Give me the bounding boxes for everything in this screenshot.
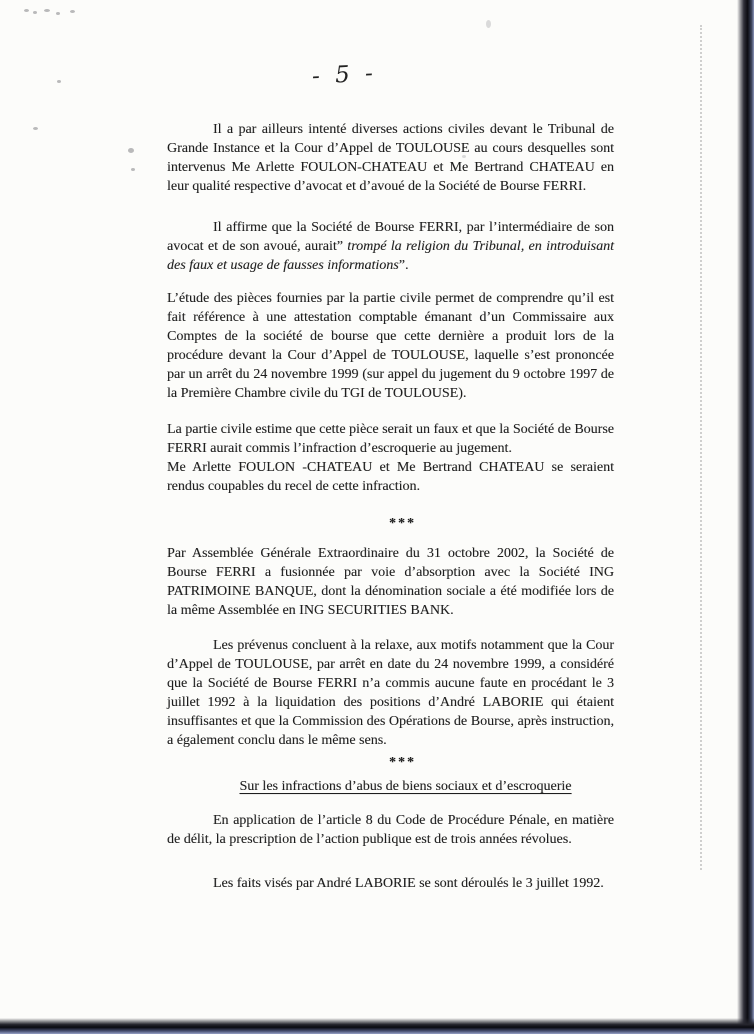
paragraph-assemblee-generale: Par Assemblée Générale Extraordinaire du 31 octobre 2002, la Société de Bourse FERRI a fusionnée par voie d’absorption avec la Société ING PATRIMOINE BANQUE, dont la dénomination sociale a été modifiée lors de la même Assemblée en ING SECURITIES BANK. xyxy=(167,546,614,618)
scan-noise-speck xyxy=(33,127,38,130)
scan-edge-shadow-right xyxy=(737,0,754,1034)
quoted-italic-text: trompé la religion du Tribunal, en introduisant des faux et usage de fausses informations xyxy=(167,239,615,273)
paragraph-civil-actions: Il a par ailleurs intenté diverses actions civiles devant le Tribunal de Grande Instance et la Cour d’Appel de TOULOUSE au cours desquelles sont intervenus Me Arlette FOULON-CHATEAU et Me Bertrand CHATEAU en leur qualité respective d’avocat et d’avoué de la Société de Bourse FERRI. xyxy=(167,122,614,194)
paragraph-recel: Me Arlette FOULON -CHATEAU et Me Bertrand CHATEAU se seraient rendus coupables du recel de cette infraction. xyxy=(167,460,614,494)
scan-noise-speck xyxy=(462,155,466,158)
scan-fold-line xyxy=(700,25,702,870)
paragraph-affirmation-lead: Il affirme que la Société de Bourse FERRI, par l’intermédiaire de son avocat et de son avoué, aurait” xyxy=(167,220,614,254)
scan-noise-speck xyxy=(131,168,135,171)
paragraph-prevenus-relaxe: Les prévenus concluent à la relaxe, aux motifs notamment que la Cour d’Appel de TOULOUSE, par arrêt en date du 24 novembre 1999, a considéré que la Société de Bourse FERRI n’a commis aucune faute en procédant le 3 juillet 1992 à la liquidation des positions d’André LABORIE qui étaient insuffisantes et que la Commission des Opérations de Bourse, après instruction, a également conclu dans le même sens. xyxy=(167,638,614,748)
paragraph-etude-pieces: L’étude des pièces fournies par la partie civile permet de comprendre qu’il est fait référence à une attestation comptable émanant d’un Commissaire aux Comptes de la société de bourse que cette dernière a produit lors de la procédure devant la Cour d’Appel de TOULOUSE, laquelle s’est prononcée par un arrêt du 24 novembre 1999 (sur appel du jugement du 9 octobre 1997 de la Première Chambre civile du TGI de TOULOUSE). xyxy=(167,291,614,401)
scan-noise-speck xyxy=(128,148,134,153)
paragraph-partie-civile: La partie civile estime que cette pièce serait un faux et que la Société de Bourse FERRI aurait commis l’infraction d’escroquerie au jugement. xyxy=(167,422,614,456)
paragraph-affirmation-close: ”. xyxy=(398,258,409,273)
paragraph-faits-vises: Les faits visés par André LABORIE se sont déroulés le 3 juillet 1992. xyxy=(213,876,604,891)
scan-edge-shadow-bottom xyxy=(0,1018,754,1034)
scan-noise-speck xyxy=(24,9,29,12)
document-body xyxy=(167,120,614,893)
scan-noise-speck xyxy=(486,20,491,28)
scan-noise-speck xyxy=(33,11,37,14)
section-heading: Sur les infractions d’abus de biens sociaux et d’escroquerie xyxy=(239,779,572,794)
paragraph-affirmation xyxy=(167,218,614,275)
asterisk-separator: *** xyxy=(389,516,416,531)
scan-noise-speck xyxy=(56,12,60,15)
paragraph-prescription: En application de l’article 8 du Code de Procédure Pénale, en matière de délit, la prescription de l’action publique est de trois années révolues. xyxy=(167,813,614,847)
scan-noise-speck xyxy=(44,9,50,12)
asterisk-separator: *** xyxy=(389,755,416,770)
scan-noise-speck xyxy=(70,10,75,13)
scan-noise-speck xyxy=(57,80,61,83)
page-number: - 5 - xyxy=(311,60,378,90)
